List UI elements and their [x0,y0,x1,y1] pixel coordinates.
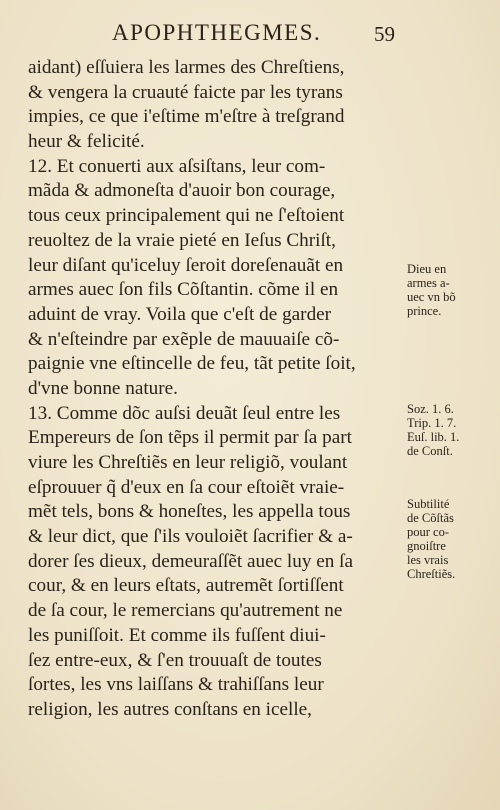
page-header [0,20,500,50]
margin-note-line: gnoiſtre [407,539,446,553]
text-line: aidant) eſſuiera les larmes des Chreſtiens, [28,57,345,78]
text-line: 12. Et conuerti aux aſsiſtans, leur com- [28,155,326,177]
text-line: & n'eſteindre par exẽple de mauuaiſe cõ- [28,328,340,350]
text-line: ſortes, les vns laiſſans & trahiſſans leur [28,674,324,696]
text-line: mãda & admoneſta d'auoir bon courage, [28,180,336,202]
text-line: cour, & en leurs eſtats, autremẽt ſortiſſent [28,575,344,597]
text-line: religion, les autres conſtans en icelle, [28,698,312,720]
text-line: de ſa cour, le remercians qu'autrement ne [28,600,343,622]
margin-note-line: de Cõſtãs [407,511,454,525]
text-line: ſez entre-eux, & ſ'en trouuaſt de toutes [28,649,322,671]
text-line: mẽt tels, bons & honeſtes, les appella tous [28,501,351,523]
margin-note-line: Chreſtiẽs. [407,567,456,581]
margin-note-line: les vrais [407,553,449,567]
margin-note-line: Trip. 1. 7. [407,416,457,430]
text-line: armes auec ſon fils Cõſtantin. cõme il en [28,279,339,301]
margin-note-line: uec vn bõ [407,290,456,304]
text-line: paignie vne eſtincelle de feu, tãt petite ſoit, [28,353,356,375]
text-line: les puniſſoit. Et comme ils fuſſent diui- [28,624,326,646]
text-line: leur diſant qu'iceluy ſeroit doreſenauãt en [28,254,344,276]
text-line: Empereurs de ſon tẽps il permit par ſa part [28,427,352,449]
page-number: 59 [374,22,395,46]
body-text [28,56,406,723]
margin-note-line: Dieu en [407,262,447,276]
text-line: dorer ſes dieux, demeuraſſẽt auec luy en ſa [28,550,353,572]
text-line: aduint de vray. Voila que c'eſt de garder [28,303,332,325]
text-line: & vengera la cruauté faicte par les tyrans [28,81,343,103]
text-line: heur & felicité. [28,131,145,153]
margin-note-line: Soz. 1. 6. [407,402,454,416]
margin-note-subtilite [407,497,455,581]
text-line: eſprouuer q̃ d'eux en ſa cour eſtoiẽt vraie- [28,476,345,498]
text-line: & leur dict, que ſ'ils vouloiẽt ſacrifier & a- [28,526,353,548]
text-line: viure les Chreſtiẽs en leur religiõ, voulant [28,452,348,473]
margin-note-dieu-en-armes [407,262,456,318]
text-line: tous ceux principalement qui ne ſ'eſtoient [28,205,345,227]
margin-note-sources [407,402,459,458]
margin-note-line: Euſ. lib. 1. [407,430,460,444]
margin-note-line: pour co- [407,525,449,539]
margin-note-line: prince. [407,304,442,318]
text-line: impies, ce que i'eſtime m'eſtre à treſgrand [28,106,345,128]
margin-note-line: armes a- [407,276,450,290]
text-line: 13. Comme dõc auſsi deuãt ſeul entre les [28,402,341,424]
text-line: d'vne bonne nature. [28,377,178,399]
running-title: APOPHTHEGMES. [112,20,322,45]
margin-note-line: de Conſt. [407,444,453,458]
margin-note-line: Subtilité [407,497,450,511]
text-line: reuoltez de la vraie pieté en Ieſus Chriſt, [28,229,336,251]
